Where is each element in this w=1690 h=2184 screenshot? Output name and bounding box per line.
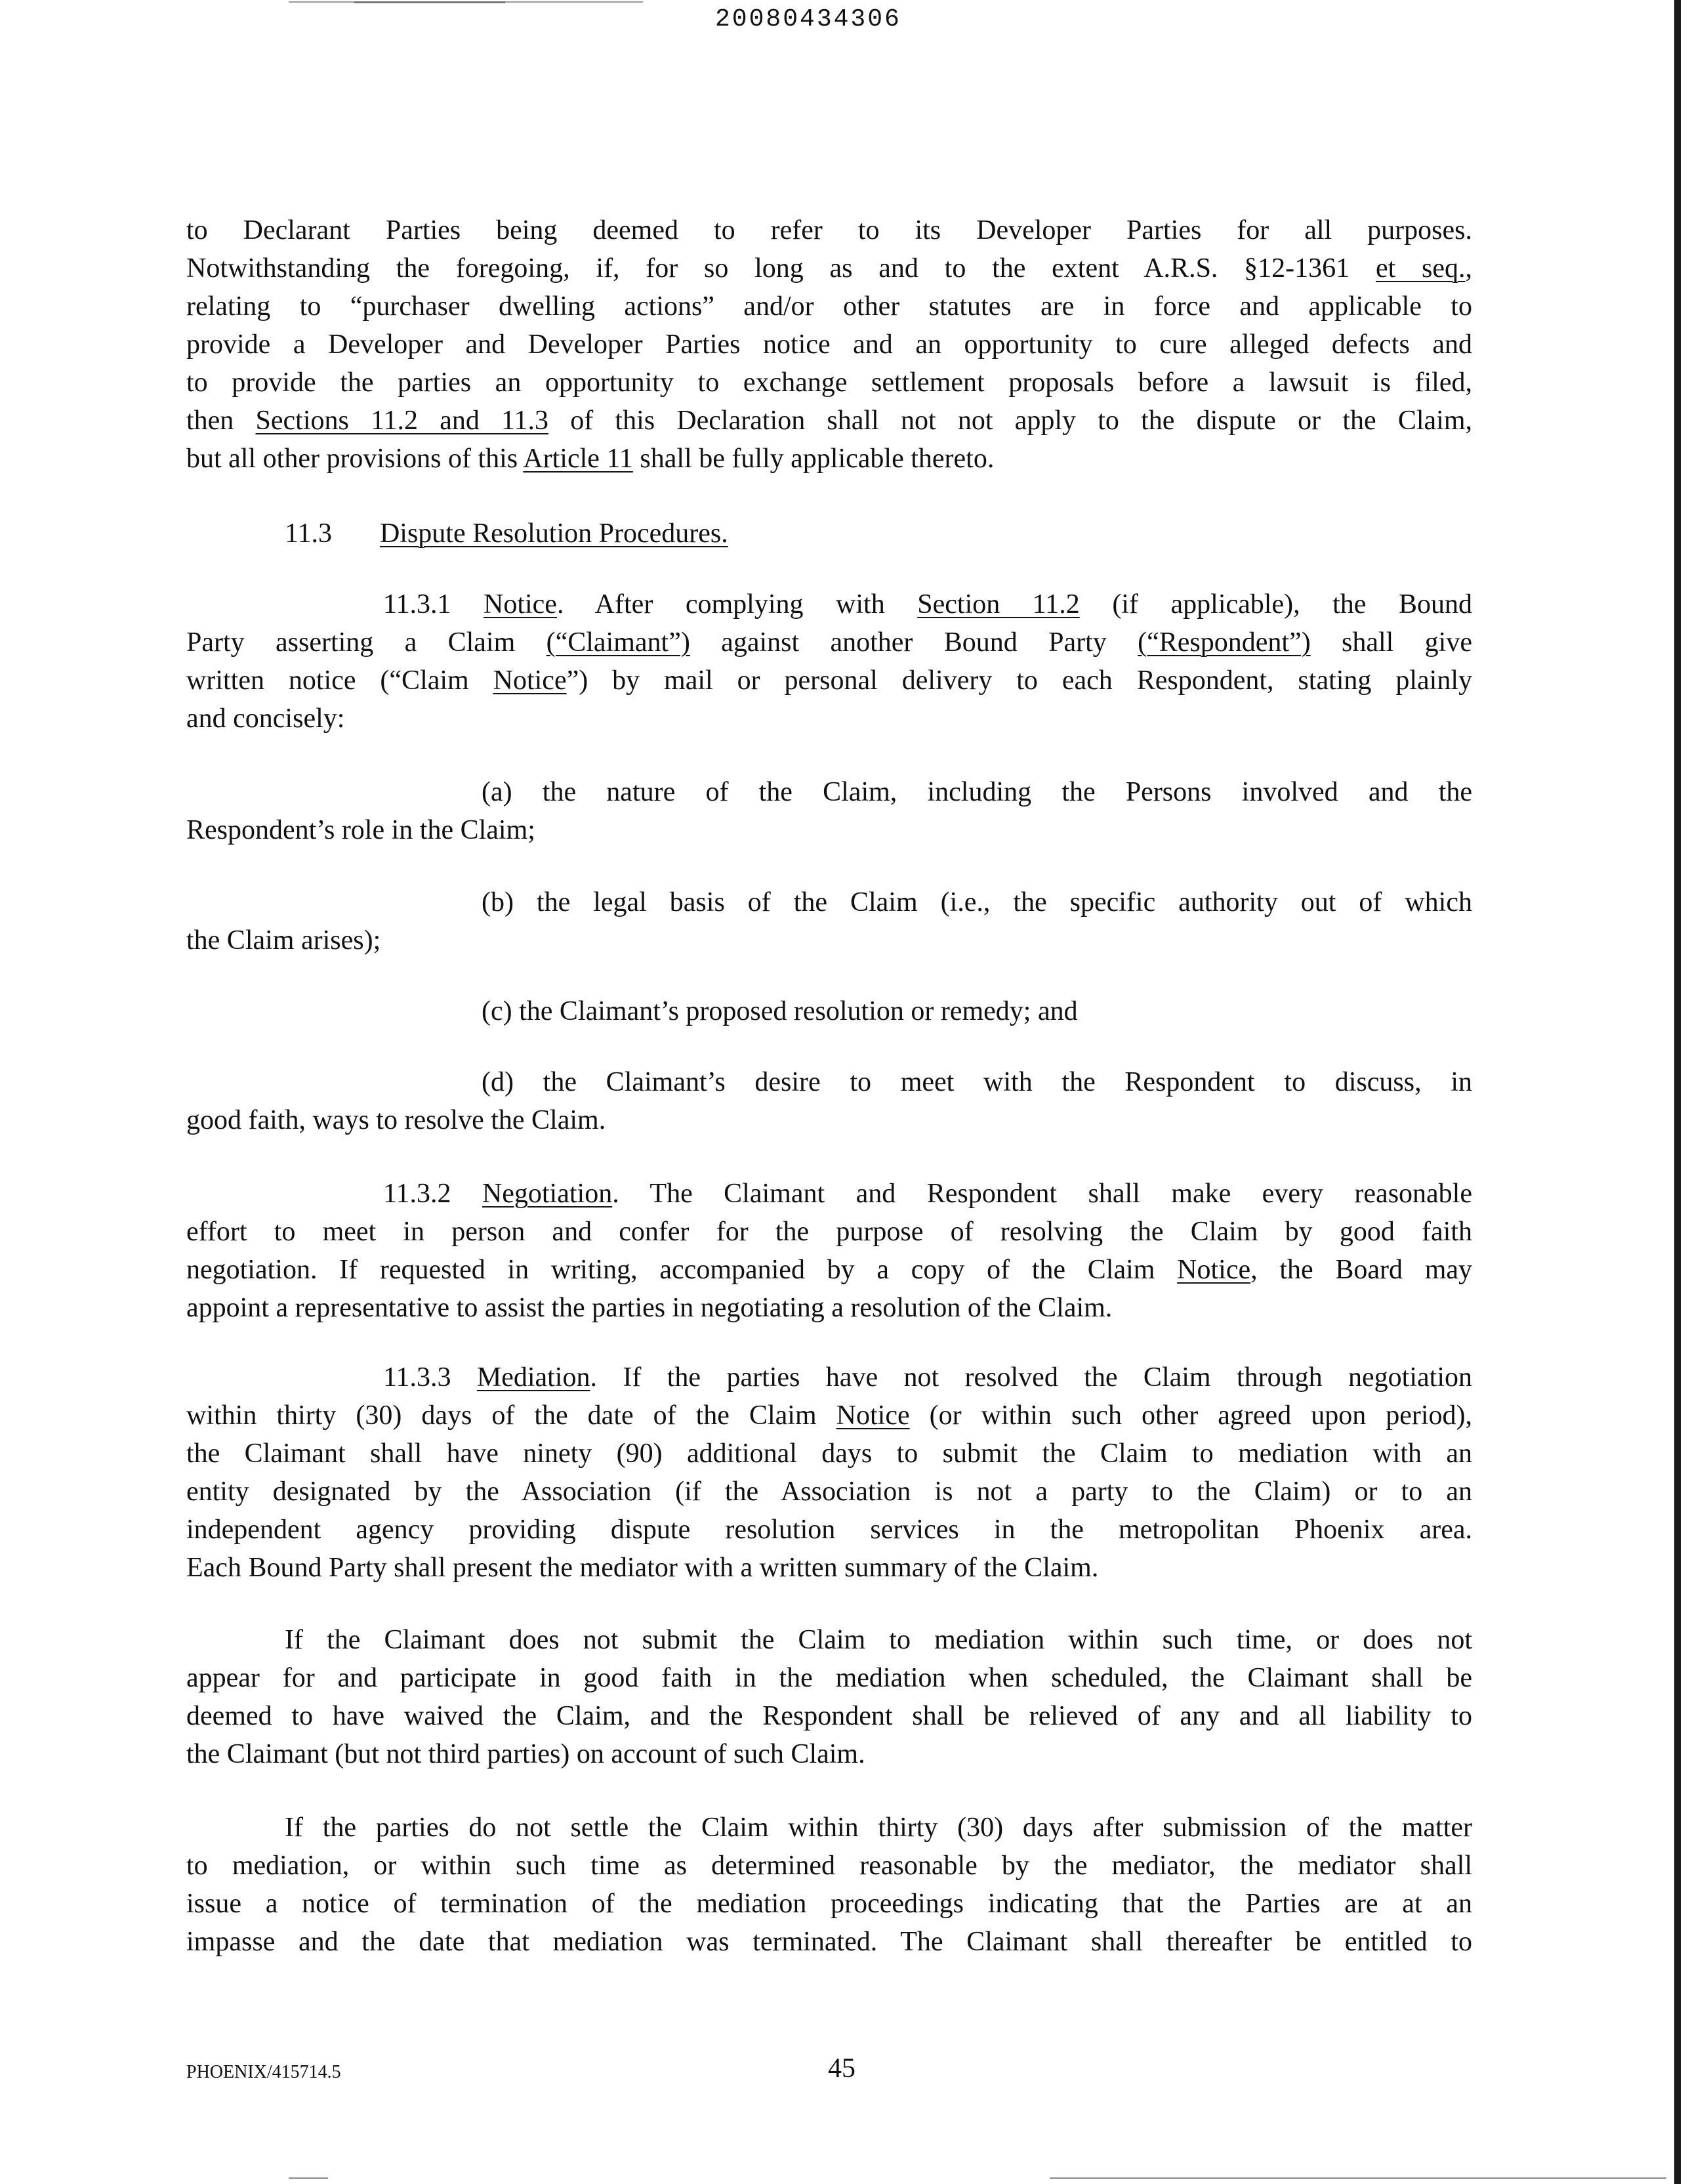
- paragraph-line: then Sections 11.2 and 11.3 of this Declaration shall not not apply to the dispute or the Claim,: [186, 406, 1473, 436]
- paragraph-line: relating to “purchaser dwelling actions” and/or other statutes are in force and applicable to: [186, 291, 1472, 322]
- paragraph-line: but all other provisions of this Article 11 shall be fully applicable thereto.: [186, 444, 995, 474]
- paragraph-line: issue a notice of termination of the mediation proceedings indicating that the Parties are at an: [186, 1889, 1472, 1919]
- list-item-line: (d) the Claimant’s desire to meet with the Respondent to discuss, in: [482, 1067, 1472, 1097]
- list-item-line: the Claim arises);: [186, 925, 381, 956]
- paragraph-line: written notice (“Claim Notice”) by mail or personal delivery to each Respondent, stating plainly: [186, 665, 1472, 696]
- list-item: [186, 992, 1472, 1030]
- page-number: 45: [828, 2053, 855, 2084]
- paragraph-line: Notwithstanding the foregoing, if, for so long as and to the extent A.R.S. §12-1361 et seq.,: [186, 253, 1472, 284]
- paragraph-line: to Declarant Parties being deemed to refer to its Developer Parties for all purposes.: [186, 215, 1472, 245]
- paragraph-line: provide a Developer and Developer Parties notice and an opportunity to cure alleged defects and: [186, 329, 1472, 360]
- paragraph-line: to mediation, or within such time as determined reasonable by the mediator, the mediator shall: [186, 1851, 1472, 1881]
- paragraph-line: If the parties do not settle the Claim within thirty (30) days after submission of the matter: [285, 1813, 1472, 1843]
- paragraph-line: 11.3.2 Negotiation. The Claimant and Respondent shall make every reasonable: [383, 1179, 1472, 1209]
- document-number: 20080434306: [715, 5, 901, 33]
- paragraph-line: independent agency providing dispute resolution services in the metropolitan Phoenix area.: [186, 1515, 1472, 1545]
- section-heading: [285, 514, 1072, 553]
- paragraph-line: If the Claimant does not submit the Claim to mediation within such time, or does not: [285, 1625, 1472, 1655]
- paragraph-line: Each Bound Party shall present the mediator with a written summary of the Claim.: [186, 1553, 1099, 1583]
- paragraph-line: effort to meet in person and confer for the purpose of resolving the Claim by good faith: [186, 1217, 1472, 1247]
- paragraph-line: 11.3.3 Mediation. If the parties have not resolved the Claim through negotiation: [383, 1362, 1472, 1393]
- scan-artifact-bottom: [289, 2177, 328, 2179]
- list-item-line: (c) the Claimant’s proposed resolution or remedy; and: [482, 996, 1078, 1026]
- list-item: [186, 883, 1472, 959]
- section-number: 11.3: [285, 518, 332, 549]
- paragraph: [186, 1358, 1472, 1587]
- list-item: [186, 1063, 1472, 1139]
- scan-artifact-bottom: [1050, 2177, 1666, 2179]
- paragraph-line: appear for and participate in good faith in the mediation when scheduled, the Claimant shall be: [186, 1663, 1472, 1693]
- paragraph-line: deemed to have waived the Claim, and the Respondent shall be relieved of any and all liability to: [186, 1701, 1472, 1731]
- paragraph-line: to provide the parties an opportunity to exchange settlement proposals before a lawsuit is filed,: [186, 368, 1472, 398]
- paragraph-line: appoint a representative to assist the parties in negotiating a resolution of the Claim.: [186, 1293, 1113, 1323]
- paragraph-line: negotiation. If requested in writing, accompanied by a copy of the Claim Notice, the Board may: [186, 1255, 1473, 1285]
- paragraph-line: entity designated by the Association (if the Association is not a party to the Claim) or to an: [186, 1477, 1472, 1507]
- paragraph-line: Party asserting a Claim (“Claimant”) against another Bound Party (“Respondent”) shall give: [186, 627, 1472, 658]
- list-item-line: good faith, ways to resolve the Claim.: [186, 1105, 606, 1135]
- footer-document-id: PHOENIX/415714.5: [186, 2062, 341, 2082]
- paragraph-line: 11.3.1 Notice. After complying with Section 11.2 (if applicable), the Bound: [383, 589, 1472, 620]
- paragraph-line: impasse and the date that mediation was terminated. The Claimant shall thereafter be entitled to: [186, 1927, 1472, 1957]
- list-item-line: Respondent’s role in the Claim;: [186, 815, 535, 845]
- paragraph-line: within thirty (30) days of the date of the Claim Notice (or within such other agreed upon period),: [186, 1400, 1473, 1431]
- list-item: [186, 773, 1472, 849]
- paragraph-line: the Claimant shall have ninety (90) additional days to submit the Claim to mediation with an: [186, 1438, 1472, 1469]
- paragraph: [186, 1175, 1472, 1327]
- paragraph: [186, 585, 1472, 738]
- list-item-line: (a) the nature of the Claim, including the Persons involved and the: [482, 777, 1472, 807]
- paragraph: [186, 1621, 1472, 1773]
- list-item-line: (b) the legal basis of the Claim (i.e., the specific authority out of which: [482, 887, 1472, 917]
- scan-edge: [1674, 0, 1681, 2184]
- paragraph: [186, 211, 1472, 478]
- section-title: Dispute Resolution Procedures.: [379, 518, 728, 549]
- paragraph-line: and concisely:: [186, 704, 345, 734]
- paragraph: [186, 1809, 1472, 1961]
- paragraph-line: the Claimant (but not third parties) on account of such Claim.: [186, 1739, 865, 1769]
- scan-artifact-top: [354, 1, 505, 3]
